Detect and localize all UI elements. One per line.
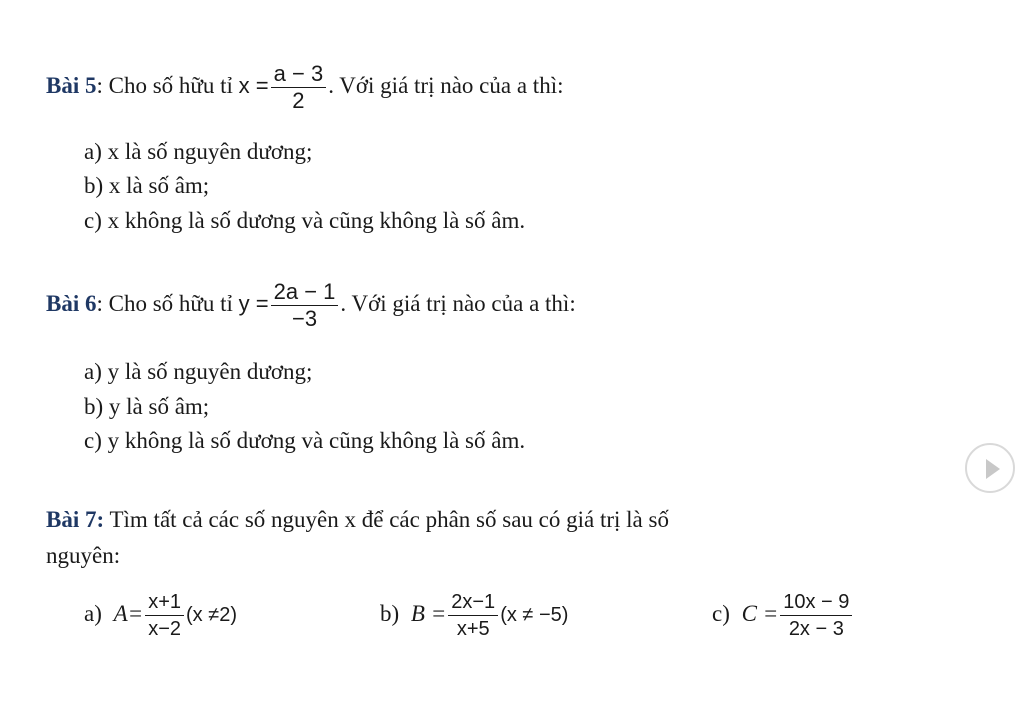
bai6-heading [46,280,576,331]
bai5-lead: : Cho số hữu tỉ [96,72,239,98]
play-button[interactable] [965,443,1015,493]
bai6-var: y = [238,290,269,316]
bai5-fraction [271,62,327,113]
part-a-fraction [145,590,184,641]
part-a-lhs: A= [113,600,144,626]
bai6-numerator: 2a − 1 [271,280,339,306]
bai6-fraction [271,280,339,331]
part-a-denominator: x−2 [148,618,182,640]
bai5-item-b: b) x là số âm; [84,173,210,198]
bai5-tail: . Với giá trị nào của a thì: [328,72,564,98]
bai5-numerator: a − 3 [271,62,327,88]
bai6-item-c: c) y không là số dương và cũng không là số âm. [84,428,526,453]
part-b-denominator: x+5 [456,618,490,640]
part-c-numerator: 10x − 9 [780,590,852,616]
bai7-part-b [380,590,568,641]
play-icon [986,459,1000,479]
bai7-line1 [46,506,669,534]
bai6-item-b: b) y là số âm; [84,394,210,419]
part-a-condition: (x ≠2) [186,603,237,626]
part-c-label: c) [712,600,730,626]
part-c-fraction [780,590,852,641]
part-b-lhs: B = [410,600,447,626]
bai6-tail: . Với giá trị nào của a thì: [340,290,576,316]
bai7-part-c [712,590,854,641]
bai6-denominator: −3 [291,306,318,331]
bai7-part-a [84,590,237,641]
part-a-numerator: x+1 [145,590,184,616]
bai5-var: x = [238,72,269,98]
bai5-heading [46,62,563,113]
part-b-fraction [448,590,498,641]
bai5-item-c: c) x không là số dương và cũng không là số âm. [84,208,526,233]
part-b-condition: (x ≠ −5) [500,603,569,626]
bai5-denominator: 2 [292,88,305,113]
bai6-title: Bài 6 [46,290,97,316]
bai7-line2: nguyên: [46,543,121,568]
bai7-text: Tìm tất cả các số nguyên x để các phân số sau có giá trị là số [104,507,669,532]
bai6-lead: : Cho số hữu tỉ [96,290,239,316]
part-c-denominator: 2x − 3 [788,618,844,640]
part-b-label: b) [380,600,400,626]
bai5-title: Bài 5 [46,72,97,98]
bai6-item-a: a) y là số nguyên dương; [84,359,313,384]
part-c-lhs: C = [741,600,779,626]
bai5-item-a: a) x là số nguyên dương; [84,139,313,164]
part-a-label: a) [84,600,102,626]
part-b-numerator: 2x−1 [448,590,498,616]
bai7-title: Bài 7: [46,507,105,532]
